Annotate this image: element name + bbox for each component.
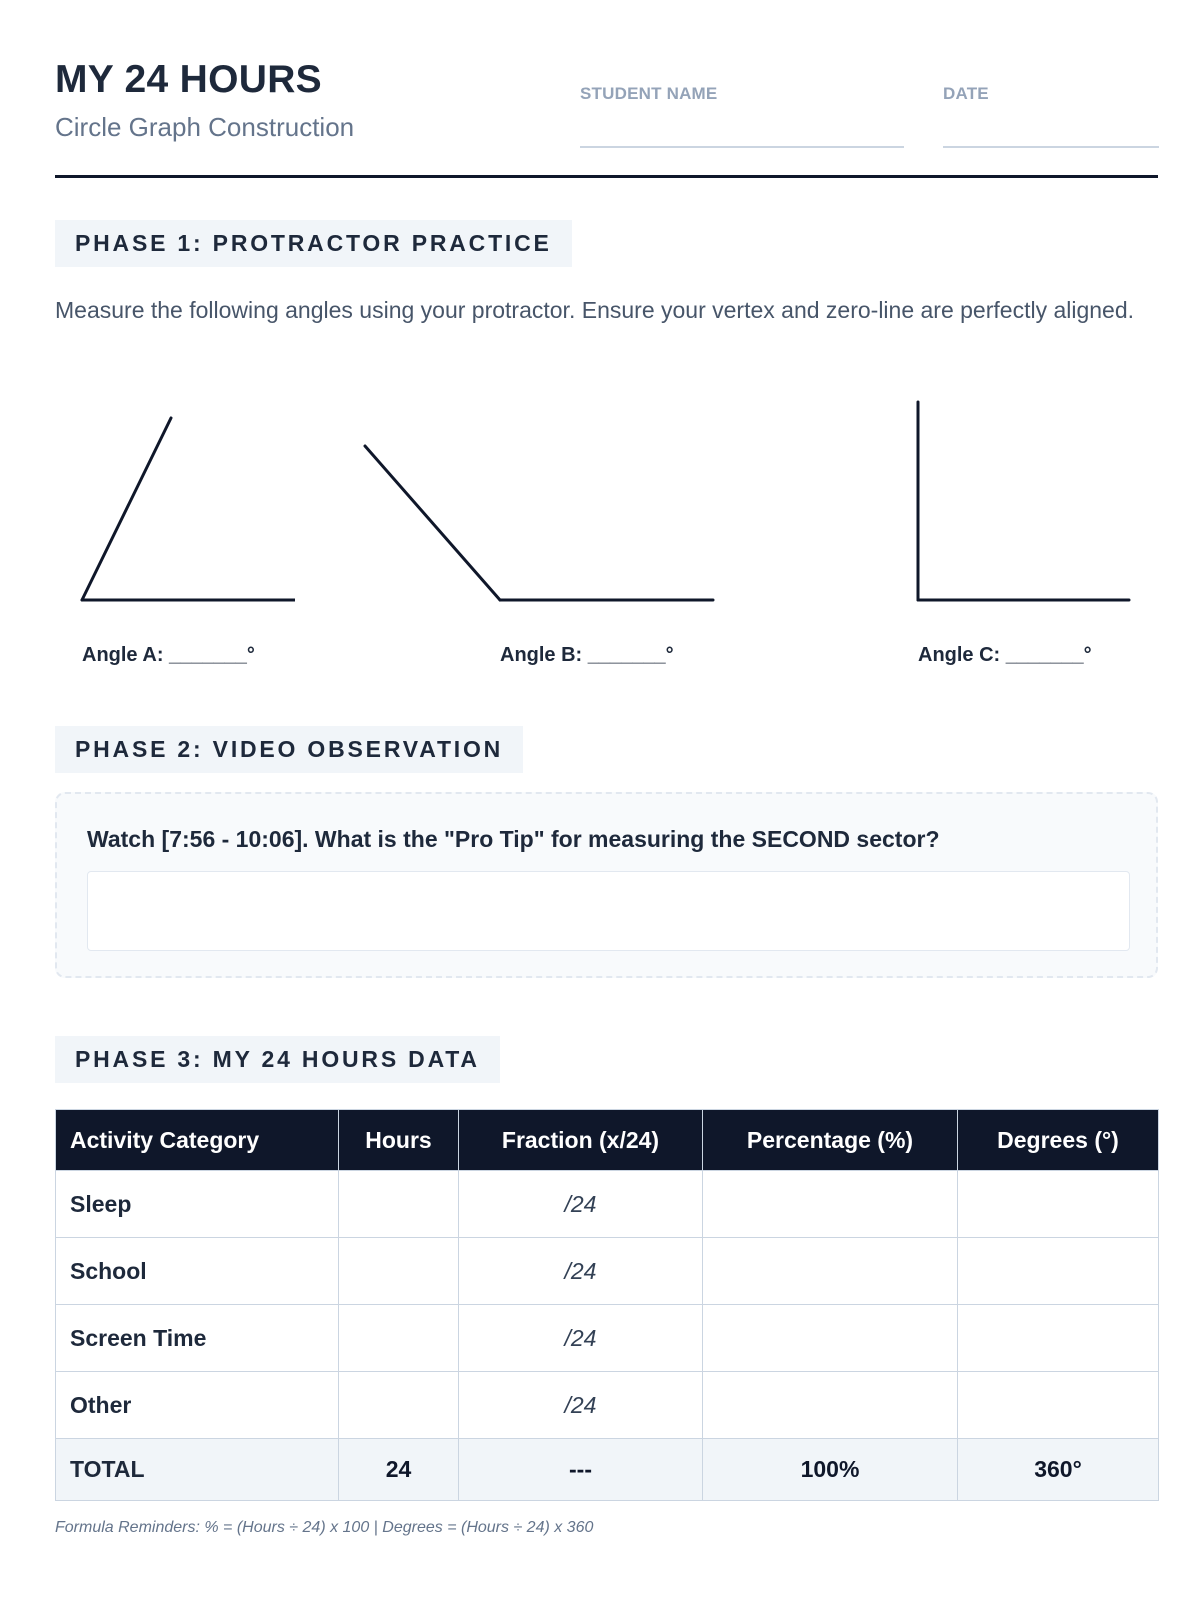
table-row [56, 1372, 1159, 1439]
total-percentage: 100% [703, 1439, 958, 1501]
page-title: MY 24 HOURS [55, 58, 322, 101]
table-row [56, 1305, 1159, 1372]
hours-cell[interactable] [339, 1238, 459, 1305]
angle-c-figure [891, 390, 1131, 680]
angle-a-drawing [55, 390, 295, 630]
page-subtitle: Circle Graph Construction [55, 112, 355, 142]
hours-cell[interactable] [339, 1305, 459, 1372]
hours-cell[interactable] [339, 1171, 459, 1238]
video-observation-box [55, 792, 1158, 978]
column-header-percentage: Percentage (%) [703, 1110, 958, 1171]
formula-reminder: Formula Reminders: % = (Hours ÷ 24) x 100 | Degrees = (Hours ÷ 24) x 360 [55, 1519, 594, 1536]
fraction-cell[interactable]: /24 [459, 1372, 703, 1439]
worksheet-header [55, 0, 1158, 178]
percentage-cell[interactable] [703, 1171, 958, 1238]
phase1-instructions: Measure the following angles using your protractor. Ensure your vertex and zero-line are perfectly aligned. [55, 297, 1135, 323]
hours-data-table [55, 1109, 1159, 1501]
date-line[interactable] [943, 146, 1159, 148]
column-header-hours: Hours [339, 1110, 459, 1171]
row-category: Other [56, 1372, 339, 1439]
phase1-heading: PHASE 1: PROTRACTOR PRACTICE [55, 220, 572, 267]
row-category: Sleep [56, 1171, 339, 1238]
degrees-cell[interactable] [958, 1372, 1159, 1439]
total-fraction: --- [459, 1439, 703, 1501]
angle-a-figure [55, 390, 295, 680]
student-name-label: STUDENT NAME [580, 84, 718, 103]
worksheet-page [55, 0, 1158, 1536]
date-field[interactable] [943, 84, 1159, 104]
video-question: Watch [7:56 - 10:06]. What is the "Pro Tip" for measuring the SECOND sector? [87, 826, 940, 852]
hours-cell[interactable] [339, 1372, 459, 1439]
total-degrees: 360° [958, 1439, 1159, 1501]
date-label: DATE [943, 84, 989, 103]
total-label: TOTAL [56, 1439, 339, 1501]
phase2-heading: PHASE 2: VIDEO OBSERVATION [55, 726, 523, 773]
fraction-cell[interactable]: /24 [459, 1171, 703, 1238]
percentage-cell[interactable] [703, 1305, 958, 1372]
table-header-row [56, 1110, 1159, 1171]
video-answer-field[interactable] [87, 871, 1130, 951]
row-category: Screen Time [56, 1305, 339, 1372]
column-header-degrees: Degrees (°) [958, 1110, 1159, 1171]
student-name-field[interactable] [580, 84, 904, 104]
phase3-heading: PHASE 3: MY 24 HOURS DATA [55, 1036, 500, 1083]
percentage-cell[interactable] [703, 1238, 958, 1305]
total-hours: 24 [339, 1439, 459, 1501]
angle-b-label: Angle B: _______° [500, 644, 674, 666]
table-row [56, 1238, 1159, 1305]
column-header-category: Activity Category [56, 1110, 339, 1171]
angle-b-figure [473, 390, 713, 680]
angle-c-drawing [891, 390, 1131, 630]
degrees-cell[interactable] [958, 1305, 1159, 1372]
fraction-cell[interactable]: /24 [459, 1238, 703, 1305]
degrees-cell[interactable] [958, 1238, 1159, 1305]
table-row [56, 1171, 1159, 1238]
column-header-fraction: Fraction (x/24) [459, 1110, 703, 1171]
degrees-cell[interactable] [958, 1171, 1159, 1238]
angle-c-label: Angle C: _______° [918, 644, 1092, 666]
fraction-cell[interactable]: /24 [459, 1305, 703, 1372]
angle-b-drawing [473, 390, 713, 630]
row-category: School [56, 1238, 339, 1305]
percentage-cell[interactable] [703, 1372, 958, 1439]
student-name-line[interactable] [580, 146, 904, 148]
total-row [56, 1439, 1159, 1501]
angle-a-label: Angle A: _______° [82, 644, 255, 666]
